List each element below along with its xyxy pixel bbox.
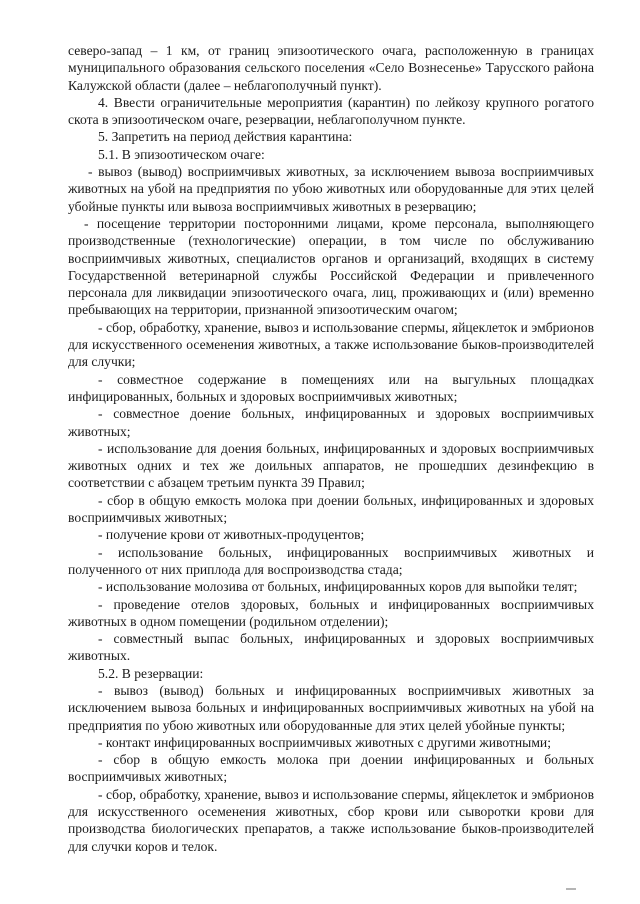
document-page bbox=[68, 42, 594, 855]
paragraph: - контакт инфицированных восприимчивых животных с другими животными; bbox=[98, 734, 551, 750]
paragraph: - сбор в общую емкость молока при доении инфицированных и больных восприимчивых животных; bbox=[68, 752, 594, 785]
paragraph: - вывоз (вывод) восприимчивых животных, за исключением вывоза восприимчивых животных на убой на предприятия по убою животных или оборудованные для этих целей убойные пункты или вывоза восприимчивых животных в резервацию; bbox=[68, 164, 594, 214]
paragraph: - вывоз (вывод) больных и инфицированных восприимчивых животных за исключением вывоза больных и инфицированных восприимчивых животных на убой на предприятия по убою животных или оборудованные для этих целей убойные пункты; bbox=[68, 682, 594, 733]
paragraph: - использование молозива от больных, инфицированных коров для выпойки телят; bbox=[98, 579, 578, 595]
paragraph: - получение крови от животных-продуцентов; bbox=[98, 527, 365, 543]
paragraph: - сбор, обработку, хранение, вывоз и использование спермы, яйцеклеток и эмбрионов для искусственного осеменения животных, сбор крови или сыворотки крови для производства биологических препаратов, а также использование быков-производителей для случки коров и телок. bbox=[68, 786, 594, 854]
paragraph: 5.2. В резервации: bbox=[98, 665, 204, 681]
paragraph: 4. Ввести ограничительные мероприятия (карантин) по лейкозу крупного рогатого скота в эпизоотическом очаге, резервации, неблагополучном пункте. bbox=[68, 94, 594, 128]
paragraph: 5. Запретить на период действия карантина: bbox=[98, 129, 353, 145]
paragraph: - сбор, обработку, хранение, вывоз и использование спермы, яйцеклеток и эмбрионов для искусственного осеменения животных, а также использование быков-производителей для случки; bbox=[68, 319, 594, 370]
paragraph: северо-запад – 1 км, от границ эпизоотического очага, расположенную в границах муниципального образования сельского поселения «Село Вознесенье» Тарусского района Калужской области (далее – неблагополучный пункт). bbox=[68, 43, 594, 93]
paragraph: - совместное доение больных, инфицированных и здоровых восприимчивых животных; bbox=[68, 406, 594, 439]
paragraph: - проведение отелов здоровых, больных и инфицированных восприимчивых животных в одном помещении (родильном отделении); bbox=[68, 596, 594, 629]
scan-mark bbox=[566, 888, 576, 890]
paragraph: - совместное содержание в помещениях или на выгульных площадках инфицированных, больных и здоровых восприимчивых животных; bbox=[68, 371, 594, 404]
paragraph: - использование для доения больных, инфицированных и здоровых восприимчивых животных одних и тех же доильных аппаратов, не прошедших дезинфекцию в соответствии с абзацем третьим пункта 39 Правил; bbox=[68, 440, 594, 491]
paragraph: - совместный выпас больных, инфицированных и здоровых восприимчивых животных. bbox=[68, 631, 594, 664]
paragraph: - сбор в общую емкость молока при доении больных, инфицированных и здоровых восприимчивых животных; bbox=[68, 492, 594, 526]
paragraph: 5.1. В эпизоотическом очаге: bbox=[98, 146, 265, 162]
paragraph: - использование больных, инфицированных восприимчивых животных и полученного от них приплода для воспроизводства стада; bbox=[68, 544, 594, 577]
paragraph: - посещение территории посторонними лицами, кроме персонала, выполняющего производственные (технологические) операции, в том числе по обслуживанию восприимчивых животных, специалистов органов и организаций, входящих в систему Государственной ветеринарной службы Российской Федерации и привлеченного персонала для ликвидации эпизоотического очага, лиц, проживающих и (или) временно пребывающих на территории, признанной эпизоотическим очагом; bbox=[68, 215, 594, 318]
